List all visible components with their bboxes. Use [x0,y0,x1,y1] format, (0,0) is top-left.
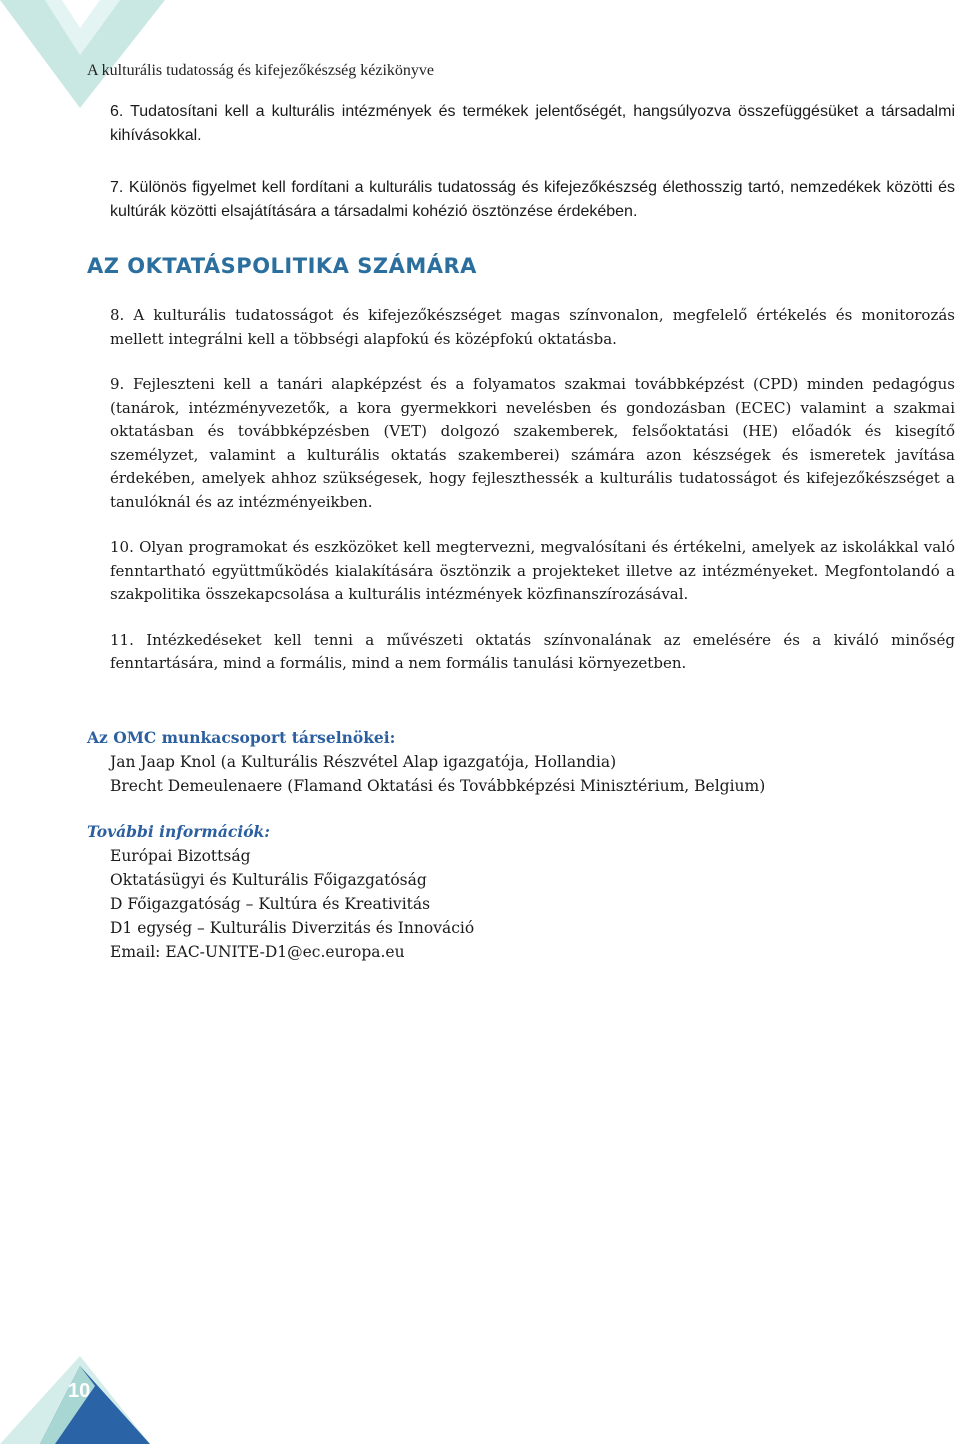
bottom-items [110,304,955,698]
info-line: Európai Bizottság [110,847,251,865]
info-line: Oktatásügyi és Kulturális Főigazgatóság [110,871,427,889]
more-info-label: További információk: [87,822,271,841]
corner-chevron-logo [0,0,170,110]
cochairs-block [87,726,765,798]
more-info-block [87,820,474,964]
top-items [110,100,955,224]
item-10: 10. Olyan programokat és eszközöket kell megtervezni, megvalósítani és értékelni, amelyek az iskolákkal való fenntartható együttműködés kialakítására ösztönzik a projekteket illetve az intézményeket. Megfontolandó a szakpolitika összekapcsolása a kulturális intézmények közfinanszírozásával. [110,538,955,603]
cochairs-label: Az OMC munkacsoport társelnökei: [87,728,396,747]
item-7: 7. Különös figyelmet kell fordítani a kulturális tudatosság és kifejezőkészség élethosszig tartó, nemzedékek közötti és kultúrák közötti elsajátítására a társadalmi kohézió ösztönzése érdekében. [110,179,955,220]
running-title: A kulturális tudatosság és kifejezőkészség kézikönyve [87,62,435,79]
item-11: 11. Intézkedéseket kell tenni a művészeti oktatás színvonalának az emelésére és a kiváló minőség fenntartására, mind a formális, mind a nem formális tanulási környezetben. [110,630,955,672]
info-line: D1 egység – Kulturális Diverzitás és Innováció [110,919,475,937]
item-6: 6. Tudatosítani kell a kulturális intézmények és termékek jelentőségét, hangsúlyozva összefüggésüket a társadalmi kihívásokkal. [110,103,955,144]
cochair-name: Jan Jaap Knol (a Kulturális Részvétel Alap igazgatója, Hollandia) [110,753,617,771]
cochair-name: Brecht Demeulenaere (Flamand Oktatási és Továbbképzési Minisztérium, Belgium) [110,777,766,795]
section-heading: AZ OKTATÁSPOLITIKA SZÁMÁRA [87,254,477,278]
page-number: 10 [68,1380,91,1402]
email-link[interactable]: Email: EAC-UNITE-D1@ec.europa.eu [110,943,405,961]
info-line: D Főigazgatóság – Kultúra és Kreativitás [110,895,431,913]
item-9: 9. Fejleszteni kell a tanári alapképzést és a folyamatos szakmai továbbképzést (CPD) minden pedagógus (tanárok, intézményvezetők, a kora gyermekkori nevelésben és gondozásban (ECEC) valamint a szakmai oktatásban és továbbképzésben (VET) dolgozó szakemberek, felsőoktatási (HE) előadók és kisegítő személyzet, valamint a kulturális oktatás szakemberei) számára azon készségek és ismeretek javítása érdekében, amelyek ahhoz szükségesek, hogy fejleszthessék a kulturális tudatosságot és kifejezőkészséget a tanulóknál és az intézményeikben. [110,375,955,511]
item-8: 8. A kulturális tudatosságot és kifejezőkészséget magas színvonalon, megfelelő értékelés és monitorozás mellett integrálni kell a többségi alapfokú és középfokú oktatásba. [110,306,955,348]
